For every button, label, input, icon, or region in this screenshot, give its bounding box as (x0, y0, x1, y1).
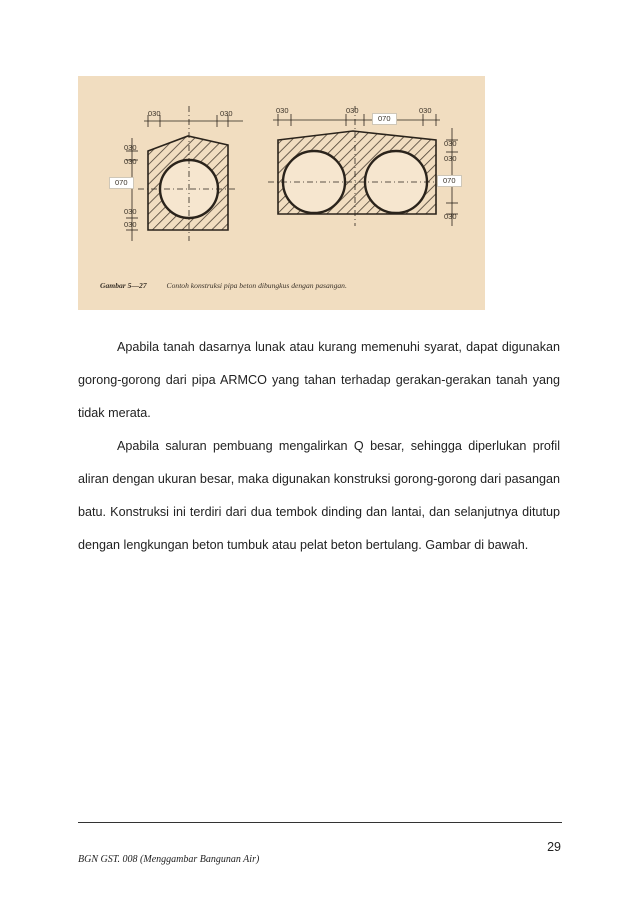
double-pipe-section (268, 106, 458, 226)
dimension-label: 030 (444, 154, 457, 163)
dimension-label: 030 (276, 106, 289, 115)
dimension-label: 030 (346, 106, 359, 115)
dimension-label: 030 (444, 212, 457, 221)
dimension-label: 030 (124, 207, 137, 216)
figure-caption-label: Gambar 5—27 (100, 281, 147, 290)
page-number: 29 (547, 840, 561, 854)
single-pipe-section (126, 106, 243, 241)
dimension-label: 030 (148, 109, 161, 118)
body-paragraph-1: Apabila tanah dasarnya lunak atau kurang memenuhi syarat, dapat digunakan gorong-gorong dari pipa ARMCO yang tahan terhadap gerakan-gerakan tanah yang tidak merata. (78, 340, 560, 420)
dimension-label-boxed: 070 (372, 113, 397, 125)
footer-document-title: BGN GST. 008 (Menggambar Bangunan Air) (78, 854, 260, 865)
dimension-label: 030 (124, 157, 137, 166)
dimension-label: 030 (220, 109, 233, 118)
dimension-label-boxed: 070 (109, 177, 134, 189)
culvert-figure (78, 76, 485, 310)
dimension-label-boxed: 070 (437, 175, 462, 187)
dimension-label: 030 (124, 220, 137, 229)
dimension-label: 030 (124, 143, 137, 152)
body-paragraph-2: Apabila saluran pembuang mengalirkan Q besar, sehingga diperlukan profil aliran dengan ukuran besar, maka digunakan konstruksi gorong-gorong dari pasangan batu. Konstruksi ini terdiri dari dua tembok dinding dan lantai, dan selanjutnya ditutup dengan lengkungan beton tumbuk atau pelat beton bertulang. Gambar di bawah. (78, 439, 560, 552)
figure-caption (100, 281, 480, 290)
footer-divider (78, 822, 562, 823)
dimension-label: 030 (419, 106, 432, 115)
dimension-label: 030 (444, 139, 457, 148)
figure-caption-text: Contoh konstruksi pipa beton dibungkus dengan pasangan. (166, 281, 347, 290)
